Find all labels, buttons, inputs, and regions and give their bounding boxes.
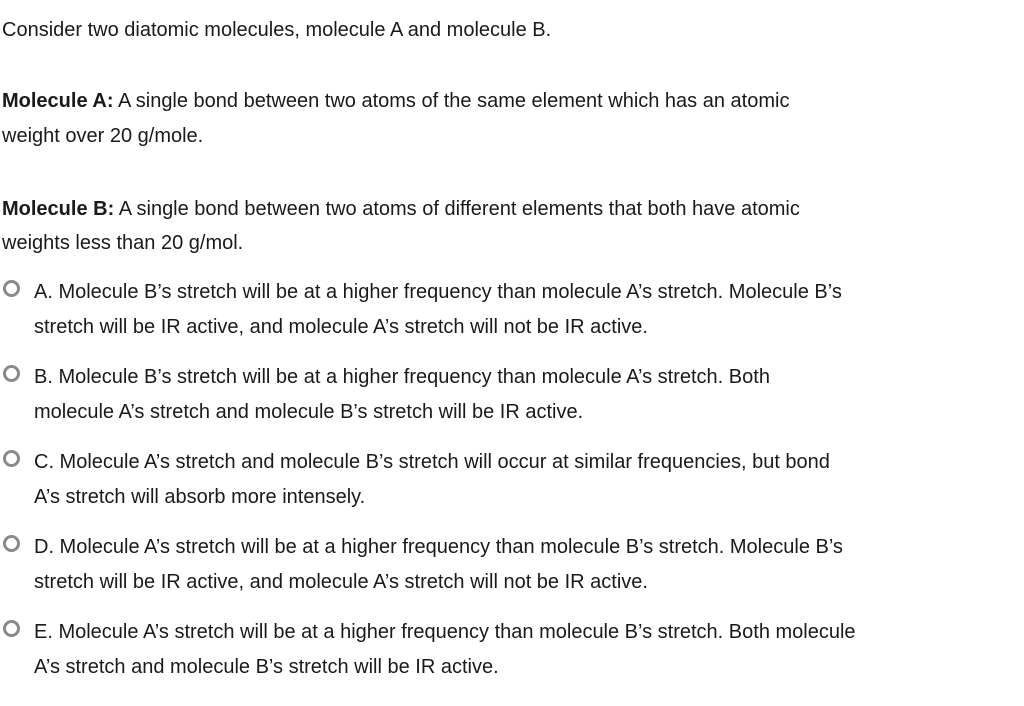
molecule-a-description [2, 84, 789, 119]
answer-option-c[interactable] [0, 445, 1024, 515]
radio-button-icon[interactable] [3, 450, 20, 467]
question-intro: Consider two diatomic molecules, molecule A and molecule B. [2, 19, 552, 41]
radio-button-icon[interactable] [3, 535, 20, 552]
option-e-text-line2: A’s stretch and molecule B’s stretch will be IR active. [34, 656, 499, 678]
answer-option-a[interactable] [0, 275, 1024, 345]
molecule-b-label: Molecule B: [2, 198, 115, 220]
radio-button-icon[interactable] [3, 620, 20, 637]
molecule-b-text-line2: weights less than 20 g/mol. [2, 232, 244, 254]
answer-option-b[interactable] [0, 360, 1024, 430]
radio-button-icon[interactable] [3, 365, 20, 382]
option-a-text-line2: stretch will be IR active, and molecule A’s stretch will not be IR active. [34, 316, 648, 338]
molecule-a-text-line1: A single bond between two atoms of the same element which has an atomic [113, 90, 790, 112]
option-e-text-line1: E. Molecule A’s stretch will be at a higher frequency than molecule B’s stretch. Both molecule [34, 621, 856, 643]
option-a-text-line1: A. Molecule B’s stretch will be at a higher frequency than molecule A’s stretch. Molecule B’s [34, 281, 842, 303]
option-d-text-line1: D. Molecule A’s stretch will be at a higher frequency than molecule B’s stretch. Molecule B’s [34, 536, 843, 558]
molecule-a-text-line2: weight over 20 g/mole. [2, 125, 204, 147]
option-b-text-line2: molecule A’s stretch and molecule B’s stretch will be IR active. [34, 401, 584, 423]
option-c-text-line1: C. Molecule A’s stretch and molecule B’s stretch will occur at similar frequencies, but bond [34, 451, 830, 473]
molecule-a-label: Molecule A: [2, 90, 114, 112]
option-c-text-line2: A’s stretch will absorb more intensely. [34, 486, 366, 508]
molecule-b-description [2, 192, 800, 227]
answer-option-d[interactable] [0, 530, 1024, 600]
answer-option-e[interactable] [0, 615, 1024, 685]
molecule-b-text-line1: A single bond between two atoms of different elements that both have atomic [114, 198, 800, 220]
radio-button-icon[interactable] [3, 280, 20, 297]
option-d-text-line2: stretch will be IR active, and molecule A’s stretch will not be IR active. [34, 571, 648, 593]
option-b-text-line1: B. Molecule B’s stretch will be at a higher frequency than molecule A’s stretch. Both [34, 366, 770, 388]
